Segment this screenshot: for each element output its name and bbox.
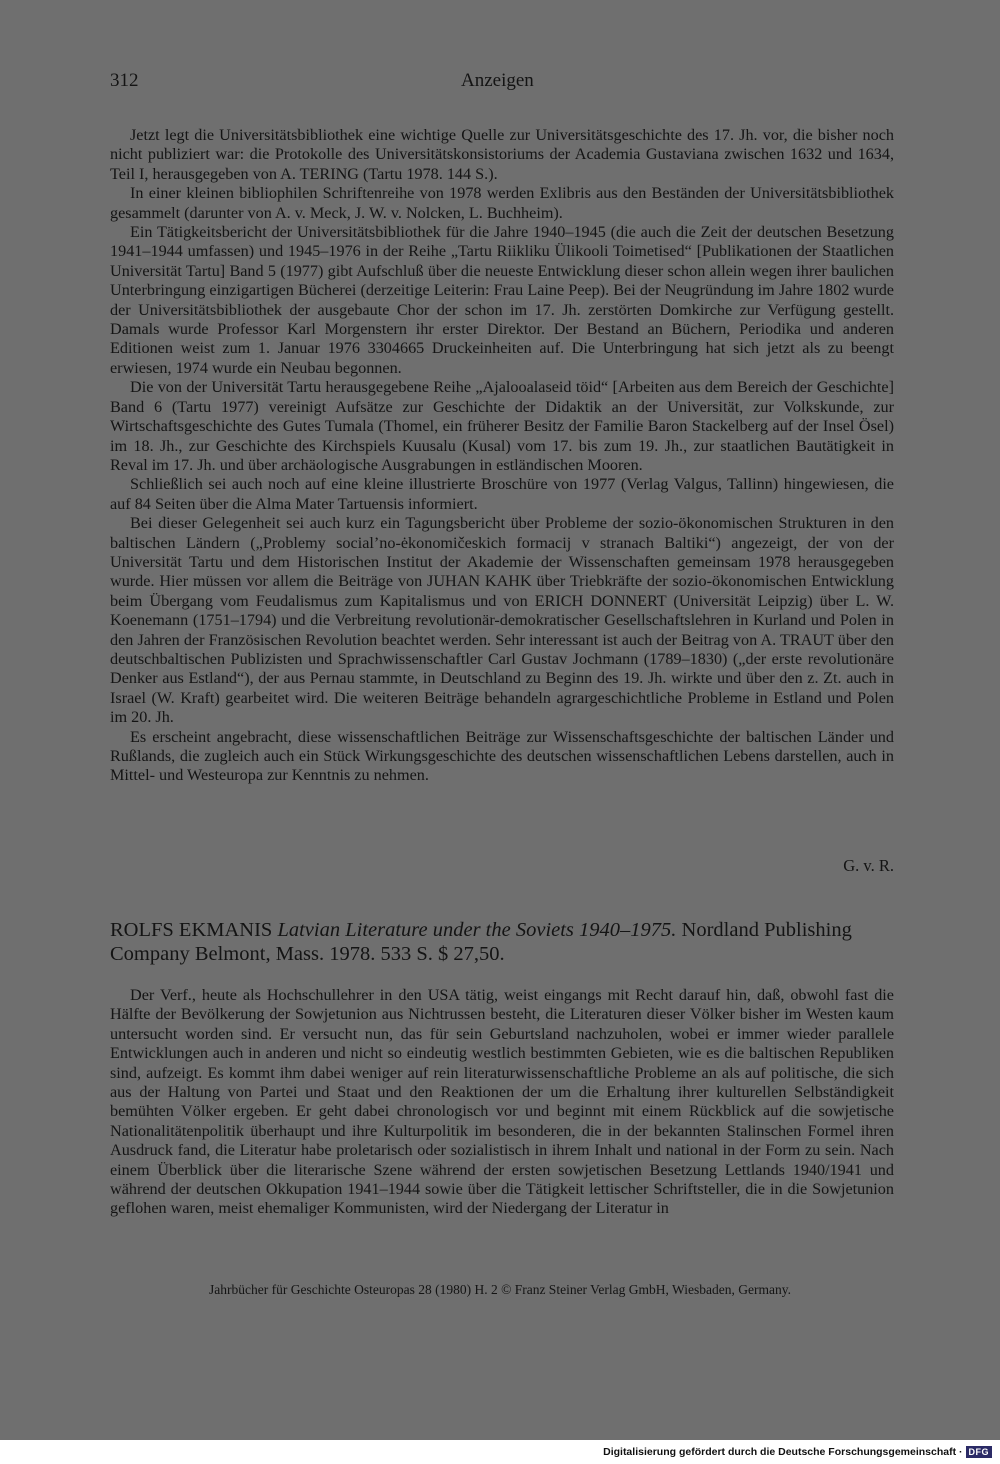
review-publisher: Nordland Publishing Company Belmont, Mass. 1978. 533 S. $ 27,50. [110, 919, 852, 965]
paragraph: Die von der Universität Tartu herausgegebene Reihe „Ajalooalaseid töid“ [Arbeiten aus dem Bereich der Geschichte] Band 6 (Tartu 1977) vereinigt Aufsätze zur Geschichte der Didaktik an der Universität, zur Volkskunde, zur Wirtschaftsgeschichte des Gutes Tumala (Thomel, ein früherer Besitz der Familie Baron Stackelberg auf der Insel Ösel) im 18. Jh., zur Geschichte des Kirchspiels Kuusalu (Kusal) vom 17. bis zum 19. Jh., zur staatlichen Bautätigkeit in Reval im 17. Jh. und über archäologische Ausgrabungen in estländischen Mooren. [110, 378, 894, 474]
page-number: 312 [110, 70, 139, 91]
review-heading [110, 918, 896, 966]
paragraph: Jetzt legt die Universitätsbibliothek eine wichtige Quelle zur Universitätsgeschichte des 17. Jh. vor, die bisher noch nicht publiziert war: die Protokolle des Universitätskonsistoriums der Academia Gustaviana zwischen 1632 und 1634, Teil I, herausgegeben von A. TERING (Tartu 1978. 144 S.). [110, 126, 894, 183]
first-article-body [110, 126, 894, 786]
paragraph: Schließlich sei auch noch auf eine kleine illustrierte Broschüre von 1977 (Verlag Valgus, Tallinn) hingewiesen, die auf 84 Seiten über die Alma Mater Tartuensis informiert. [110, 475, 894, 513]
running-header: Anzeigen [461, 70, 534, 91]
review-author: ROLFS EKMANIS [110, 919, 273, 941]
author-signature: G. v. R. [843, 856, 894, 875]
paragraph: In einer kleinen bibliophilen Schriftenreihe von 1978 werden Exlibris aus den Beständen der Universitätsbibliothek gesammelt (darunter von A. v. Meck, J. W. v. Nolcken, L. Buchheim). [110, 184, 894, 222]
digitization-note: Digitalisierung gefördert durch die Deutsche Forschungsgemeinschaft · [603, 1446, 963, 1458]
paragraph: Es erscheint angebracht, diese wissenschaftlichen Beiträge zur Wissenschaftsgeschichte der baltischen Länder und Rußlands, die zugleich auch ein Stück Wirkungsgeschichte des deutschen wissenschaftlichen Lebens darstellen, auch in Mittel- und Westeuropa zur Kenntnis zu nehmen. [110, 727, 894, 785]
paragraph: Ein Tätigkeitsbericht der Universitätsbibliothek für die Jahre 1940–1945 (die auch die Zeit der deutschen Besetzung 1941–1944 umfassen) und 1945–1976 in der Reihe „Tartu Riikliku Ülikooli Toimetised“ [Publikationen der Staatlichen Universität Tartu] Band 5 (1977) gibt Aufschluß über die neueste Entwicklung dieser schon allein wegen ihrer baulichen Unterbringung einzigartigen Bücherei (derzeitige Leiterin: Frau Laine Peep). Bei der Neugründung im Jahre 1802 wurde der Universitätsbibliothek der ausgebaute Chor der schon im 17. Jh. zerstörten Domkirche zur Verfügung gestellt. Damals wurde Professor Karl Morgenstern ihr erster Direktor. Der Bestand an Büchern, Periodika und anderen Editionen weist zum 1. Januar 1976 3304665 Druckeinheiten auf. Die Unterbringung hat sich jetzt als zu beengt erwiesen, 1974 wurde ein Neubau begonnen. [110, 223, 894, 377]
dfg-logo: DFG [966, 1446, 993, 1458]
review-book-title: Latvian Literature under the Soviets 1940–1975. [277, 919, 677, 941]
paragraph: Bei dieser Gelegenheit sei auch kurz ein Tagungsbericht über Probleme der sozio-ökonomischen Strukturen in den baltischen Ländern („Problemy social’no-ėkonomičeskich formacij v stranach Baltiki“) angezeigt, der von der Universität Tartu und dem Historischen Institut der Akademie der Wissenschaften gemeinsam 1978 herausgegeben wurde. Hier müssen vor allem die Beiträge von JUHAN KAHK über Triebkräfte der sozio-ökonomischen Entwicklung beim Übergang vom Feudalismus zum Kapitalismus und von ERICH DONNERT (Universität Leipzig) über L. W. Koenemann (1751–1794) und die Verbreitung revolutionär-demokratischer Gesellschaftslehren in Kurland und Polen in den Jahren der Französischen Revolution beachtet werden. Sehr interessant ist auch der Beitrag von A. TRAUT über den deutschbaltischen Publizisten und Sprachwissenschaftler Carl Gustav Jochmann (1789–1830) („der erste revolutionäre Denker aus Estland“), der aus Pernau stammte, in Deutschland zu Beginn des 19. Jh. wirkte und über den z. Zt. auch in Israel (W. Kraft) gearbeitet wird. Die weiteren Beiträge behandeln agrargeschichtliche Probleme in Estland und Polen im 20. Jh. [110, 514, 894, 727]
review-body [110, 986, 894, 1219]
journal-footer: Jahrbücher für Geschichte Osteuropas 28 (1980) H. 2 © Franz Steiner Verlag GmbH, Wiesbaden, Germany. [209, 1282, 791, 1297]
paragraph: Der Verf., heute als Hochschullehrer in den USA tätig, weist eingangs mit Recht darauf hin, daß, obwohl fast die Hälfte der Bevölkerung der Sowjetunion aus Nichtrussen besteht, die Literaturen dieser Völker bisher im Westen kaum untersucht worden sind. Er versucht nun, das für sein Geburtsland nachzuholen, wobei er immer wieder parallele Entwicklungen auch in anderen und nicht so eindeutig westlich bestimmten Gebieten, wie es die baltischen Republiken sind, aufzeigt. Es kommt ihm dabei weniger auf rein literaturwissenschaftliche Probleme an als auf politische, die sich aus der Haltung von Partei und Staat und den Reaktionen der um die Erhaltung ihrer kulturellen Selbständigkeit bemühten Völker ergeben. Er geht dabei chronologisch vor und beginnt mit einem Rückblick auf die sowjetische Nationalitätenpolitik überhaupt und ihre Kulturpolitik im besonderen, die in der bekannten Stalinschen Formel ihren Ausdruck fand, die Literatur habe proletarisch oder sozialistisch in ihrem Inhalt und national in der Form zu sein. Nach einem Überblick über die literarische Szene während der ersten sowjetischen Besetzung Lettlands 1940/1941 und während der deutschen Okkupation 1941–1944 sowie über die Tätigkeit lettischer Schriftsteller, die in die Sowjetunion geflohen waren, meist ehemaliger Kommunisten, wird der Niedergang der Literatur in [110, 986, 894, 1218]
digitization-credit [603, 1446, 992, 1458]
